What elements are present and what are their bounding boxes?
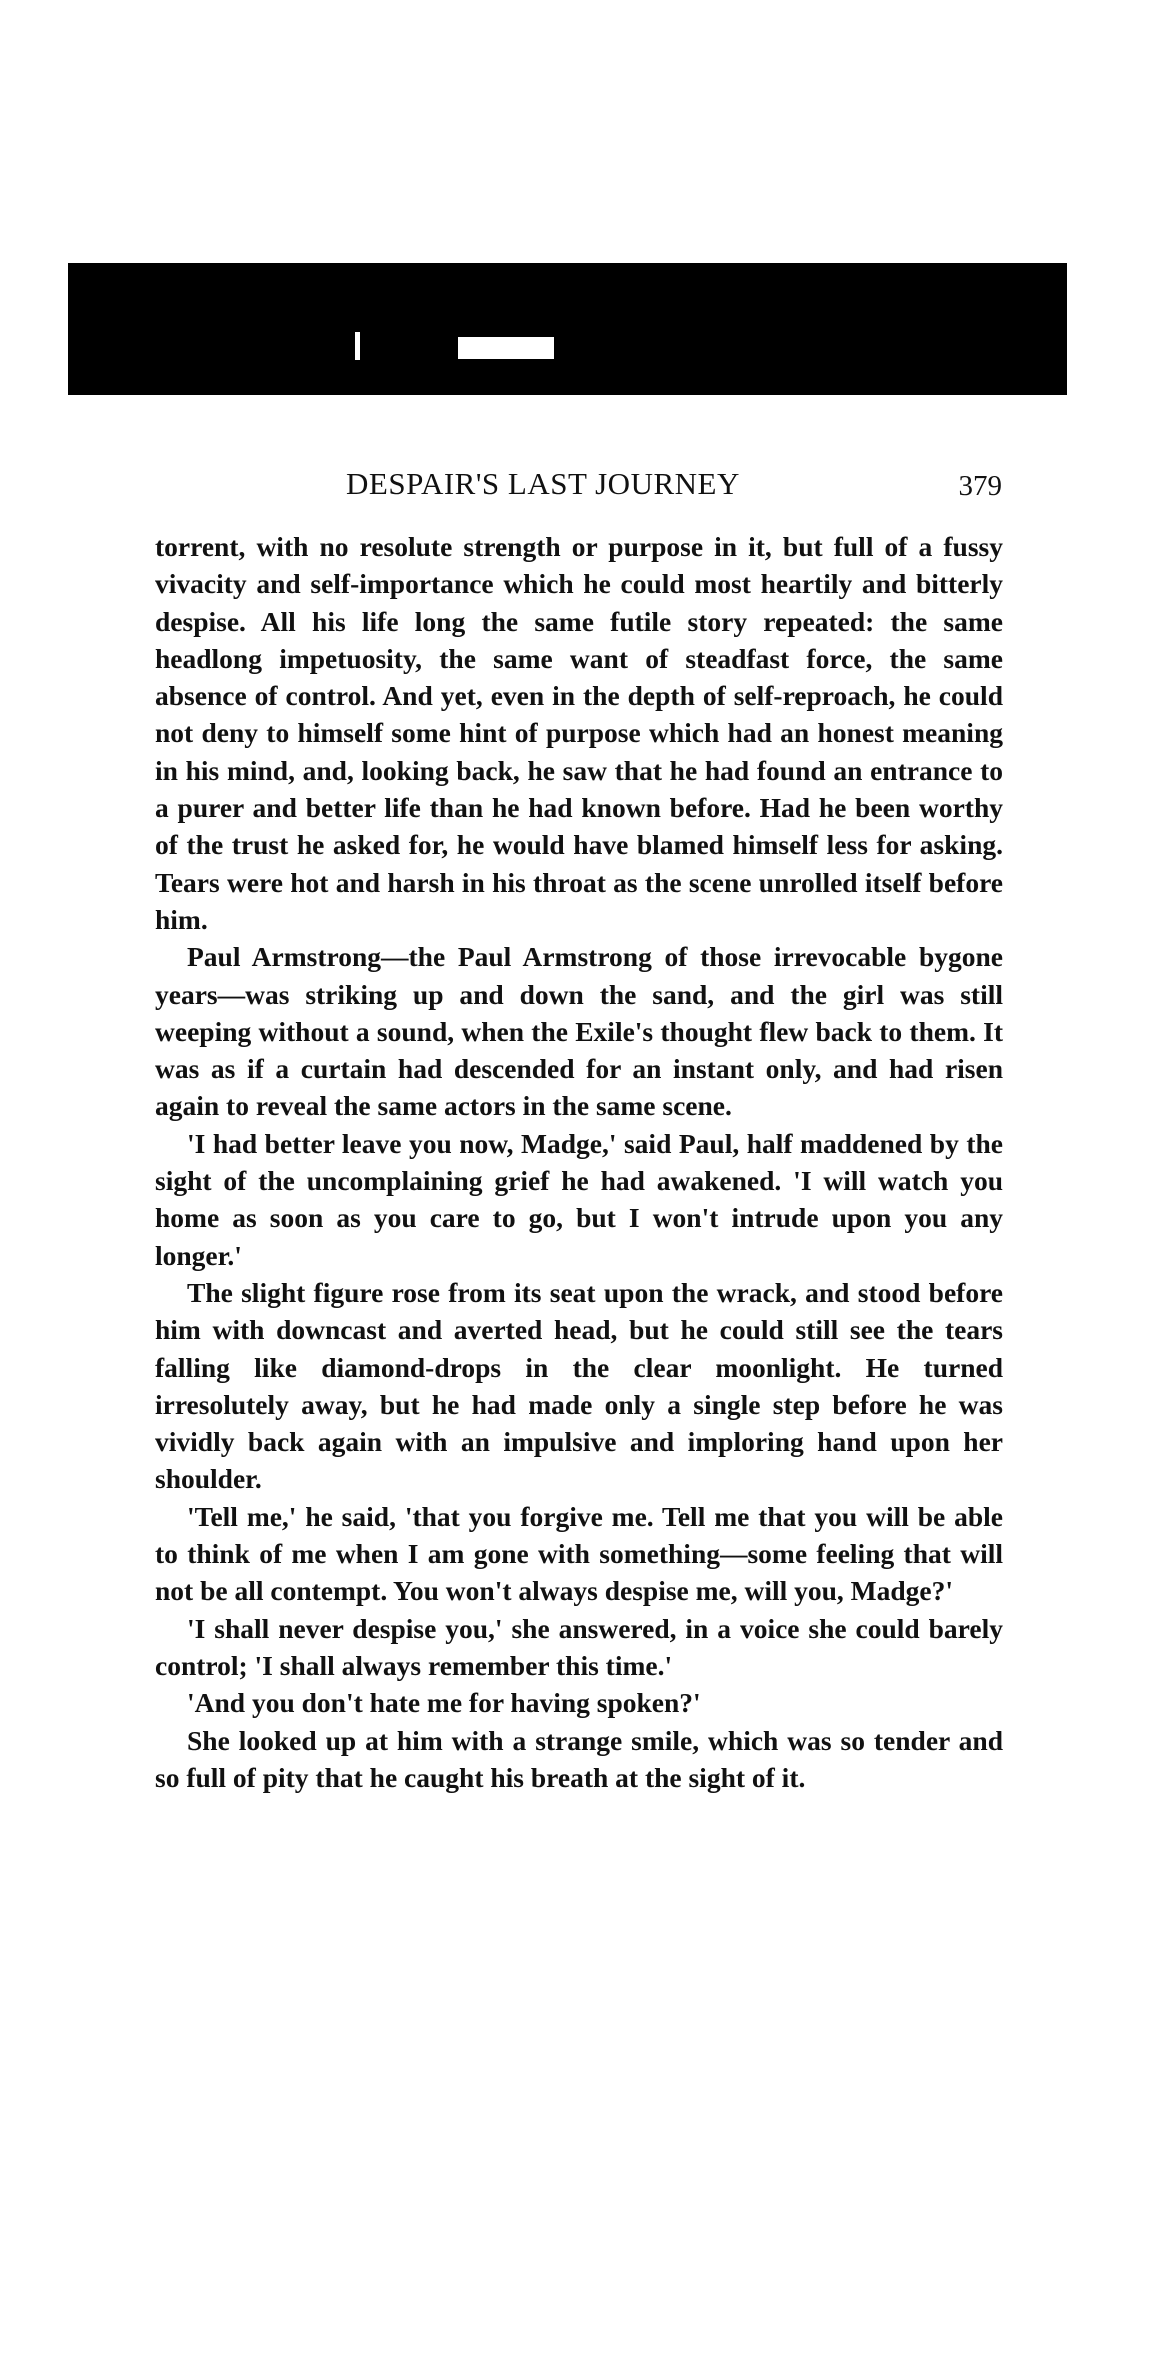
paragraph: 'And you don't hate me for having spoken?': [187, 1687, 701, 1719]
paragraph: She looked up at him with a strange smile, which was so tender and so full of pity that he caught his breath at the sight of it.: [155, 1724, 1003, 1793]
redaction-bar-segment: [355, 263, 455, 325]
paragraph: 'Tell me,' he said, 'that you forgive me. Tell me that you will be able to think of me when I am gone with something—some feeling that will not be all contempt. You won't always despise me, will you, Madge?': [155, 1500, 1003, 1607]
page-header: [155, 466, 1002, 506]
paragraph: 'I had better leave you now, Madge,' said Paul, half maddened by the sight of the uncomplaining grief he had awakened. 'I will watch you home as soon as you care to go, but I won't intrude upon you any longer.': [155, 1127, 1003, 1271]
redaction-artifact: [355, 332, 360, 360]
redaction-bar: [68, 263, 1067, 395]
page-number: 379: [958, 470, 1002, 502]
paragraph: torrent, with no resolute strength or purpose in it, but full of a fussy vivacity and self-importance which he could most heartily and bitterly despise. All his life long the same futile story repeated: the same headlong impetuosity, the same want of steadfast force, the same absence of control. And yet, even in the depth of self-reproach, he could not deny to himself some hint of purpose which had an honest meaning in his mind, and, looking back, he saw that he had found an entrance to a purer and better life than he had known before. Had he been worthy of the trust he asked for, he would have blamed himself less for asking. Tears were hot and harsh in his throat as the scene unrolled itself before him.: [155, 531, 1003, 935]
body-text: [155, 528, 1003, 1796]
paragraph: 'I shall never despise you,' she answered, in a voice she could barely control; 'I shall always remember this time.': [155, 1612, 1003, 1681]
paragraph: The slight figure rose from its seat upon the wrack, and stood before him with downcast and averted head, but he could still see the tears falling like diamond-drops in the clear moonlight. He turned irresolutely away, but he had made only a single step before he was vividly back again with an impulsive and imploring hand upon her shoulder.: [155, 1276, 1003, 1495]
redaction-artifact: [458, 337, 554, 359]
paragraph: Paul Armstrong—the Paul Armstrong of those irrevocable bygone years—was striking up and down the sand, and the girl was still weeping without a sound, when the Exile's thought flew back to them. It was as if a curtain had descended for an instant only, and had risen again to reveal the same actors in the same scene.: [155, 941, 1003, 1122]
running-title: DESPAIR'S LAST JOURNEY: [346, 466, 740, 501]
